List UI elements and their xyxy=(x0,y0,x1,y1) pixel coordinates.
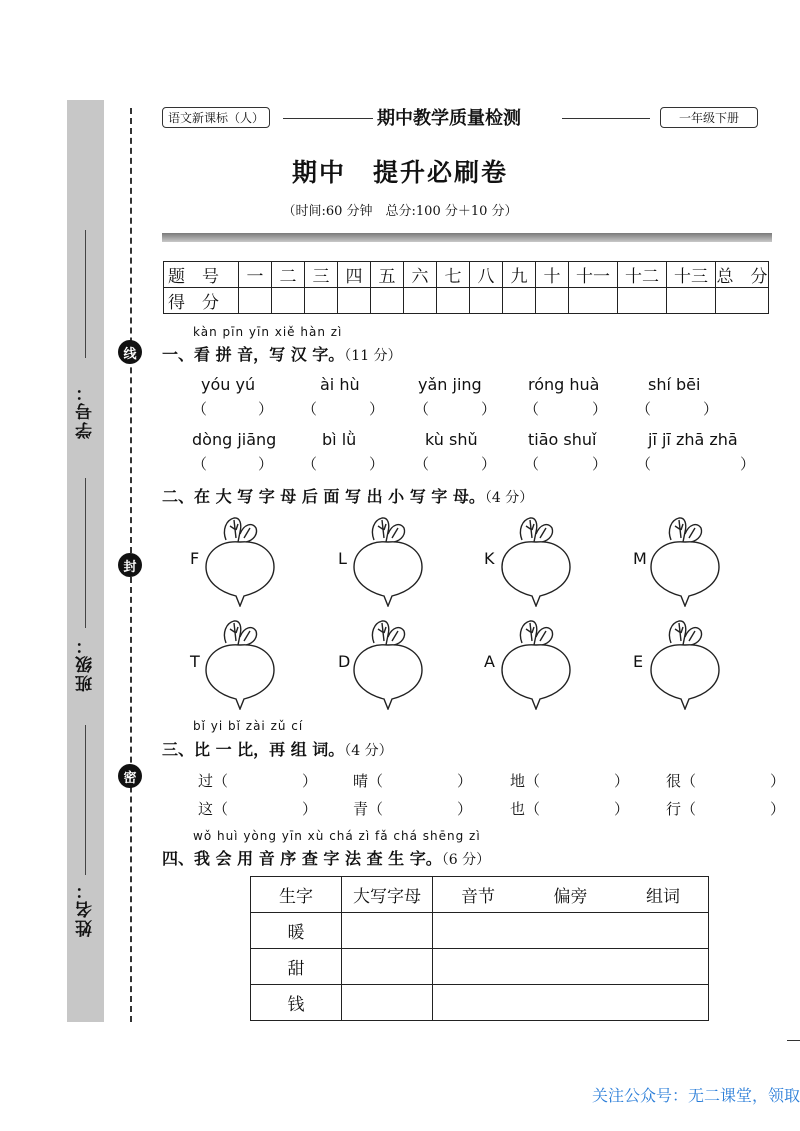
student-id-label: 学号： xyxy=(76,382,96,439)
capital-letter: A xyxy=(484,652,495,671)
answer-close: ） xyxy=(740,455,756,473)
score-header-cell: 五 xyxy=(371,262,404,288)
name-label: 姓名： xyxy=(76,880,96,937)
capital-letter: F xyxy=(190,549,200,568)
answer-close: ） xyxy=(703,400,719,418)
answer-close: ） xyxy=(592,455,608,473)
q1-pinyin: róng huà xyxy=(528,375,600,394)
student-id-line xyxy=(85,230,86,358)
q4-title xyxy=(162,846,490,869)
q2-title xyxy=(162,484,533,507)
page-title: 期中 提升必刷卷 xyxy=(291,158,508,187)
time-and-score: （时间:60 分钟 总分:100 分＋10 分） xyxy=(282,204,518,219)
q2-title-text: 二、在 大 写 字 母 后 面 写 出 小 写 字 母。 xyxy=(162,487,485,506)
compare-char: 过 xyxy=(198,772,214,790)
capital-letter: E xyxy=(633,652,644,671)
q1-pinyin: shí bēi xyxy=(648,375,701,394)
score-header-cell: 三 xyxy=(305,262,338,288)
score-cell[interactable] xyxy=(536,288,569,314)
lookup-header-row xyxy=(251,877,709,913)
q4-title-text: 四、我 会 用 音 序 查 字 法 查 生 字。 xyxy=(162,849,442,868)
score-cell[interactable] xyxy=(404,288,437,314)
answer-open: （ xyxy=(636,400,652,418)
lookup-header: 组词 xyxy=(618,877,709,913)
score-header-cell: 十二 xyxy=(618,262,667,288)
compare-pair: 也（ ） xyxy=(510,800,630,818)
score-cell[interactable] xyxy=(716,288,769,314)
score-header-cell: 总 分 xyxy=(716,262,769,288)
edition-tag: 语文新课标（人） xyxy=(162,107,270,128)
compare-pair: 很（ ） xyxy=(666,772,786,790)
page-edge-mark xyxy=(787,1040,800,1041)
q3-title-text: 三、比 一 比，再 组 词。 xyxy=(162,740,345,759)
capital-letter: T xyxy=(190,652,200,671)
score-cell[interactable] xyxy=(470,288,503,314)
exam-type: 期中教学质量检测 xyxy=(377,108,521,129)
capital-letter: K xyxy=(484,549,495,568)
answer-open: （ xyxy=(524,400,540,418)
answer-open: （ xyxy=(302,455,318,473)
answer-close: ） xyxy=(369,455,385,473)
lookup-header: 音节 xyxy=(433,877,524,913)
score-header-cell: 十一 xyxy=(569,262,618,288)
compare-pair: 晴（ ） xyxy=(353,772,473,790)
score-header-cell: 十 xyxy=(536,262,569,288)
radish-icon xyxy=(496,615,576,710)
radish-icon xyxy=(348,512,428,607)
answer-open: （ xyxy=(414,400,430,418)
q1-pinyin: bì lǜ xyxy=(322,430,357,449)
q4-score: （6 分） xyxy=(441,852,491,868)
cut-mark-seal: 封 xyxy=(118,553,142,577)
cut-mark-secret: 密 xyxy=(118,764,142,788)
q3-title xyxy=(162,737,393,760)
q1-pinyin: kù shǔ xyxy=(425,430,478,449)
header-rule-right xyxy=(562,118,650,119)
score-cell[interactable] xyxy=(618,288,667,314)
score-cell[interactable] xyxy=(371,288,404,314)
table-row xyxy=(251,985,709,1021)
q1-title xyxy=(162,342,402,365)
q1-pinyin: ài hù xyxy=(320,375,360,394)
compare-pair: 行（ ） xyxy=(666,800,786,818)
score-cell[interactable] xyxy=(437,288,470,314)
q3-pinyin-title: bǐ yi bǐ zài zǔ cí xyxy=(193,719,304,733)
score-cell[interactable] xyxy=(667,288,716,314)
score-header-cell: 题 号 xyxy=(164,262,239,288)
cut-mark-line: 线 xyxy=(118,340,142,364)
name-line xyxy=(85,725,86,875)
score-header-cell: 八 xyxy=(470,262,503,288)
header-bar xyxy=(162,233,772,242)
score-cell[interactable] xyxy=(338,288,371,314)
lookup-header: 偏旁 xyxy=(523,877,618,913)
lookup-char: 甜 xyxy=(251,949,342,985)
q1-pinyin: tiāo shuǐ xyxy=(528,430,597,449)
radish-icon xyxy=(645,512,725,607)
answer-close: ） xyxy=(481,400,497,418)
answer-close: ） xyxy=(369,400,385,418)
header-rule-left xyxy=(283,118,373,119)
answer-close: ） xyxy=(258,400,274,418)
answer-close: ） xyxy=(258,455,274,473)
answer-cell[interactable] xyxy=(342,949,433,985)
q3-score: （4 分） xyxy=(344,743,393,759)
q1-pinyin: jī jī zhā zhā xyxy=(648,430,738,449)
answer-cell[interactable] xyxy=(433,985,709,1021)
answer-cell[interactable] xyxy=(342,985,433,1021)
score-header-cell: 九 xyxy=(503,262,536,288)
compare-char: 地 xyxy=(510,772,526,790)
score-header-cell: 六 xyxy=(404,262,437,288)
compare-char: 青 xyxy=(353,800,369,818)
compare-pair: 这（ ） xyxy=(198,800,318,818)
score-header-row xyxy=(164,262,769,288)
answer-open: （ xyxy=(524,455,540,473)
lookup-header: 生字 xyxy=(251,877,342,913)
answer-cell[interactable] xyxy=(433,949,709,985)
radish-icon xyxy=(348,615,428,710)
compare-char: 晴 xyxy=(353,772,369,790)
capital-letter: D xyxy=(338,652,351,671)
lookup-char: 钱 xyxy=(251,985,342,1021)
compare-char: 也 xyxy=(510,800,526,818)
compare-pair: 过（ ） xyxy=(198,772,318,790)
answer-open: （ xyxy=(636,455,652,473)
answer-close: ） xyxy=(481,455,497,473)
score-header-cell: 二 xyxy=(272,262,305,288)
compare-pair: 地（ ） xyxy=(510,772,630,790)
radish-icon xyxy=(200,512,280,607)
answer-close: ） xyxy=(592,400,608,418)
table-row xyxy=(251,913,709,949)
radish-icon xyxy=(645,615,725,710)
q2-score: （4 分） xyxy=(484,490,534,506)
q1-pinyin: yóu yú xyxy=(201,375,256,394)
compare-pair: 青（ ） xyxy=(353,800,473,818)
radish-icon xyxy=(496,512,576,607)
score-cell[interactable] xyxy=(272,288,305,314)
answer-open: （ xyxy=(302,400,318,418)
q4-pinyin-title: wǒ huì yòng yīn xù chá zì fǎ chá shēng zì xyxy=(193,829,481,843)
radish-icon xyxy=(200,615,280,710)
q1-score: （11 分） xyxy=(344,348,402,364)
grade-tag: 一年级下册 xyxy=(660,107,758,128)
compare-char: 很 xyxy=(666,772,682,790)
q1-pinyin-title: kàn pīn yīn xiě hàn zì xyxy=(193,325,343,339)
answer-open: （ xyxy=(192,400,208,418)
footer-watermark: 关注公众号：无二课堂，领取 xyxy=(591,1086,800,1105)
compare-char: 这 xyxy=(198,800,214,818)
score-value-row xyxy=(164,288,769,314)
class-line xyxy=(85,478,86,628)
score-table xyxy=(163,261,769,314)
score-cell[interactable] xyxy=(503,288,536,314)
q1-pinyin: dòng jiāng xyxy=(192,430,277,449)
lookup-char: 暖 xyxy=(251,913,342,949)
score-header-cell: 七 xyxy=(437,262,470,288)
lookup-table xyxy=(250,876,709,1021)
score-cell[interactable] xyxy=(569,288,618,314)
answer-cell[interactable] xyxy=(433,913,709,949)
capital-letter: M xyxy=(633,549,647,568)
score-header-cell: 四 xyxy=(338,262,371,288)
answer-cell[interactable] xyxy=(342,913,433,949)
score-cell[interactable] xyxy=(239,288,272,314)
q1-title-text: 一、看 拼 音，写 汉 字。 xyxy=(162,345,345,364)
table-row xyxy=(251,949,709,985)
answer-open: （ xyxy=(192,455,208,473)
q1-pinyin: yǎn jing xyxy=(418,375,482,394)
lookup-header: 大写字母 xyxy=(342,877,433,913)
compare-char: 行 xyxy=(666,800,682,818)
class-label: 班级： xyxy=(76,635,96,692)
score-header-cell: 一 xyxy=(239,262,272,288)
capital-letter: L xyxy=(338,549,347,568)
score-header-cell: 十三 xyxy=(667,262,716,288)
answer-open: （ xyxy=(414,455,430,473)
score-cell[interactable] xyxy=(305,288,338,314)
score-row-label: 得 分 xyxy=(164,288,239,314)
